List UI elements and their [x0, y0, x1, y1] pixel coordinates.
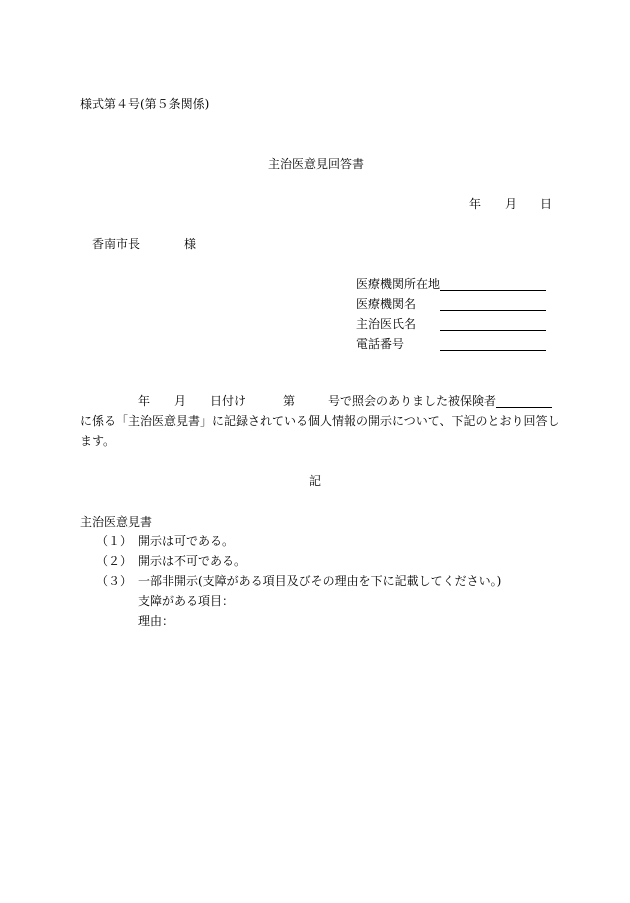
option-3-text: 一部非開示(支障がある項目及びその理由を下に記載してください。) [138, 574, 502, 588]
body-year: 年 [138, 394, 151, 408]
phone-blank-line [440, 350, 546, 351]
institution-label: 医療機関名 [356, 297, 417, 311]
body-line-3: ます。 [80, 434, 116, 448]
body-dai: 第 [283, 394, 296, 408]
option-1-number: （１） [96, 534, 133, 548]
form-number: 様式第４号(第５条関係) [80, 97, 210, 111]
phone-label: 電話番号 [356, 337, 405, 351]
body-dated: 日付け [210, 394, 247, 408]
addressee-name: 香南市長 [92, 237, 141, 251]
document-title: 主治医意見回答書 [268, 157, 365, 171]
option-2-text: 開示は不可である。 [138, 554, 247, 568]
date-month: 月 [505, 197, 518, 211]
date-day: 日 [540, 197, 553, 211]
ki-heading: 記 [309, 474, 322, 488]
doctor-label: 主治医氏名 [356, 317, 417, 331]
addressee-honorific: 様 [184, 237, 197, 251]
institution-blank-line [440, 310, 546, 311]
date-year: 年 [469, 197, 482, 211]
doctor-blank-line [440, 330, 546, 331]
option-1-text: 開示は可である。 [138, 534, 235, 548]
body-line-2: に係る「主治医意見書」に記録されている個人情報の開示について、下記のとおり回答し [80, 414, 560, 428]
body-month: 月 [174, 394, 187, 408]
section-title: 主治医意見書 [80, 515, 153, 529]
body-lead: 号で照会のありました被保険者 [328, 394, 497, 408]
obstacle-items-label: 支障がある項目： [138, 594, 235, 608]
insured-blank-line [496, 407, 552, 408]
option-2-number: （２） [96, 554, 133, 568]
option-3-number: （３） [96, 574, 133, 588]
location-blank-line [440, 290, 546, 291]
reason-label: 理由： [138, 614, 175, 628]
location-label: 医療機関所在地 [356, 277, 441, 291]
